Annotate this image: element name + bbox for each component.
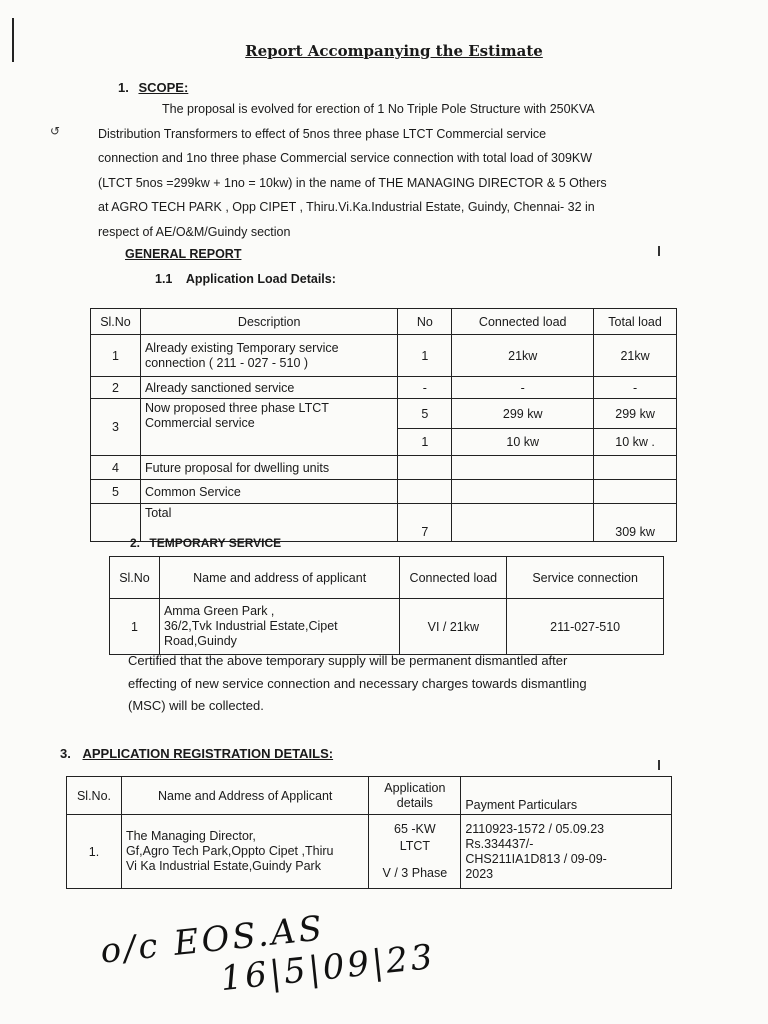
cell-slno: 1 xyxy=(110,599,160,655)
table-row xyxy=(110,599,664,655)
address-line: 36/2,Tvk Industrial Estate,Cipet xyxy=(163,619,338,633)
registration-heading xyxy=(60,746,333,761)
cell-connected-load xyxy=(452,456,594,480)
cell-no: - xyxy=(398,377,452,399)
cell-description: Now proposed three phase LTCT Commercial service xyxy=(140,399,397,456)
application-line: V / 3 Phase xyxy=(382,866,448,880)
cell-application-details xyxy=(369,815,461,889)
cell-service-connection: 211-027-510 xyxy=(507,599,664,655)
cell-connected-load xyxy=(452,480,594,504)
payment-line: 2023 xyxy=(465,866,494,881)
temporary-heading xyxy=(130,536,281,550)
general-report-heading: GENERAL REPORT xyxy=(125,247,242,261)
scope-line: respect of AE/O&M/Guindy section xyxy=(98,224,291,239)
col-header-slno: Sl.No xyxy=(110,557,160,599)
table-row xyxy=(91,377,677,399)
cell-no: 7 xyxy=(398,504,452,542)
col-header-name-address: Name and address of applicant xyxy=(159,557,399,599)
scope-heading-number: 1. xyxy=(118,80,129,95)
scan-mark xyxy=(658,246,660,256)
temporary-table xyxy=(109,556,664,655)
certified-paragraph xyxy=(128,650,688,718)
scope-paragraph xyxy=(98,97,678,244)
cell-total-load xyxy=(594,480,677,504)
table-row xyxy=(67,815,672,889)
col-header-service-connection: Service connection xyxy=(507,557,664,599)
temporary-header-row xyxy=(110,557,664,599)
payment-line: Rs.334437/- xyxy=(465,836,534,851)
cell-no: 5 xyxy=(398,399,452,429)
address-line: Vi Ka Industrial Estate,Guindy Park xyxy=(125,859,321,873)
address-line: Gf,Agro Tech Park,Oppto Cipet ,Thiru xyxy=(125,844,334,858)
col-header-connected-load: Connected load xyxy=(452,309,594,335)
certified-line: effecting of new service connection and necessary charges towards dismantling xyxy=(128,675,587,691)
cell-name-address xyxy=(159,599,399,655)
cell-payment xyxy=(461,815,672,889)
cell-description: Already existing Temporary service connection ( 211 - 027 - 510 ) xyxy=(140,335,397,377)
table-row xyxy=(91,480,677,504)
cell-slno: 2 xyxy=(91,377,141,399)
load-details-heading xyxy=(155,272,336,286)
scope-line: The proposal is evolved for erection of 1 No Triple Pole Structure with 250KVA xyxy=(162,102,595,116)
load-details-number: 1.1 xyxy=(155,272,173,286)
col-header-slno: Sl.No xyxy=(91,309,141,335)
col-header-slno: Sl.No. xyxy=(67,777,122,815)
address-line: Road,Guindy xyxy=(163,634,237,648)
table-row xyxy=(91,456,677,480)
scope-line: Distribution Transformers to effect of 5nos three phase LTCT Commercial service xyxy=(98,126,547,141)
page-title: Report Accompanying the Estimate xyxy=(245,42,543,60)
col-header-connected-load: Connected load xyxy=(400,557,507,599)
hole-punch-mark: ↺ xyxy=(50,124,61,138)
registration-header-row xyxy=(67,777,672,815)
payment-line: 2110923-1572 / 05.09.23 xyxy=(465,821,605,836)
handwritten-date: 16|5|09|23 xyxy=(218,936,438,1000)
application-line: LTCT xyxy=(399,839,431,853)
registration-table xyxy=(66,776,672,889)
cell-connected-load: 299 kw xyxy=(452,399,594,429)
cell-name-address xyxy=(121,815,368,889)
col-header-no: No xyxy=(398,309,452,335)
scope-line: (LTCT 5nos =299kw + 1no = 10kw) in the name of THE MANAGING DIRECTOR & 5 Others xyxy=(98,175,607,190)
col-header-total-load: Total load xyxy=(594,309,677,335)
cell-connected-load: - xyxy=(452,377,594,399)
scope-line: connection and 1no three phase Commercial service connection with total load of 309KW xyxy=(98,151,593,165)
cell-description: Already sanctioned service xyxy=(140,377,397,399)
col-header-application-details: Application details xyxy=(369,777,461,815)
col-header-description: Description xyxy=(140,309,397,335)
cell-slno: 5 xyxy=(91,480,141,504)
cell-no: 1 xyxy=(398,335,452,377)
registration-heading-label: APPLICATION REGISTRATION DETAILS: xyxy=(82,746,334,761)
certified-line: Certified that the above temporary supply will be permanent dismantled after xyxy=(128,653,568,668)
address-line: Amma Green Park , xyxy=(163,604,275,618)
scope-heading xyxy=(118,80,188,95)
load-details-label: Application Load Details: xyxy=(185,272,336,286)
cell-slno: 1. xyxy=(67,815,122,889)
certified-line: (MSC) will be collected. xyxy=(128,698,264,713)
scan-mark xyxy=(658,760,660,770)
cell-total-load xyxy=(594,456,677,480)
cell-connected-load: VI / 21kw xyxy=(400,599,507,655)
temporary-heading-number: 2. xyxy=(130,536,141,550)
scope-heading-label: SCOPE: xyxy=(138,80,189,95)
cell-connected-load: 10 kw xyxy=(452,429,594,456)
col-header-payment: Payment Particulars xyxy=(461,777,672,815)
table-row xyxy=(91,399,677,429)
cell-total-load: - xyxy=(594,377,677,399)
cell-description: Future proposal for dwelling units xyxy=(140,456,397,480)
cell-no: 1 xyxy=(398,429,452,456)
cell-slno: 3 xyxy=(91,399,141,456)
cell-slno: 4 xyxy=(91,456,141,480)
table-row xyxy=(91,335,677,377)
cell-no xyxy=(398,456,452,480)
handwritten-note: o/c EOS.AS xyxy=(98,908,327,972)
scope-line: at AGRO TECH PARK , Opp CIPET , Thiru.Vi.Ka.Industrial Estate, Guindy, Chennai- 32 in xyxy=(98,200,595,214)
temporary-heading-label: TEMPORARY SERVICE xyxy=(149,536,282,550)
cell-connected-load xyxy=(452,504,594,542)
address-line: The Managing Director, xyxy=(125,829,256,843)
cell-no xyxy=(398,480,452,504)
col-header-name-address: Name and Address of Applicant xyxy=(121,777,368,815)
cell-slno: 1 xyxy=(91,335,141,377)
cell-description: Common Service xyxy=(140,480,397,504)
payment-line: CHS211IA1D813 / 09-09- xyxy=(465,851,607,866)
cell-total-load: 299 kw xyxy=(594,399,677,429)
registration-heading-number: 3. xyxy=(60,746,71,761)
cell-description: Total xyxy=(140,504,397,542)
scan-mark xyxy=(12,18,14,62)
cell-total-load: 10 kw . xyxy=(594,429,677,456)
application-line: 65 -KW xyxy=(394,822,436,836)
cell-connected-load: 21kw xyxy=(452,335,594,377)
load-table xyxy=(90,308,677,542)
cell-total-load: 21kw xyxy=(594,335,677,377)
cell-total-load: 309 kw xyxy=(594,504,677,542)
load-table-header-row xyxy=(91,309,677,335)
